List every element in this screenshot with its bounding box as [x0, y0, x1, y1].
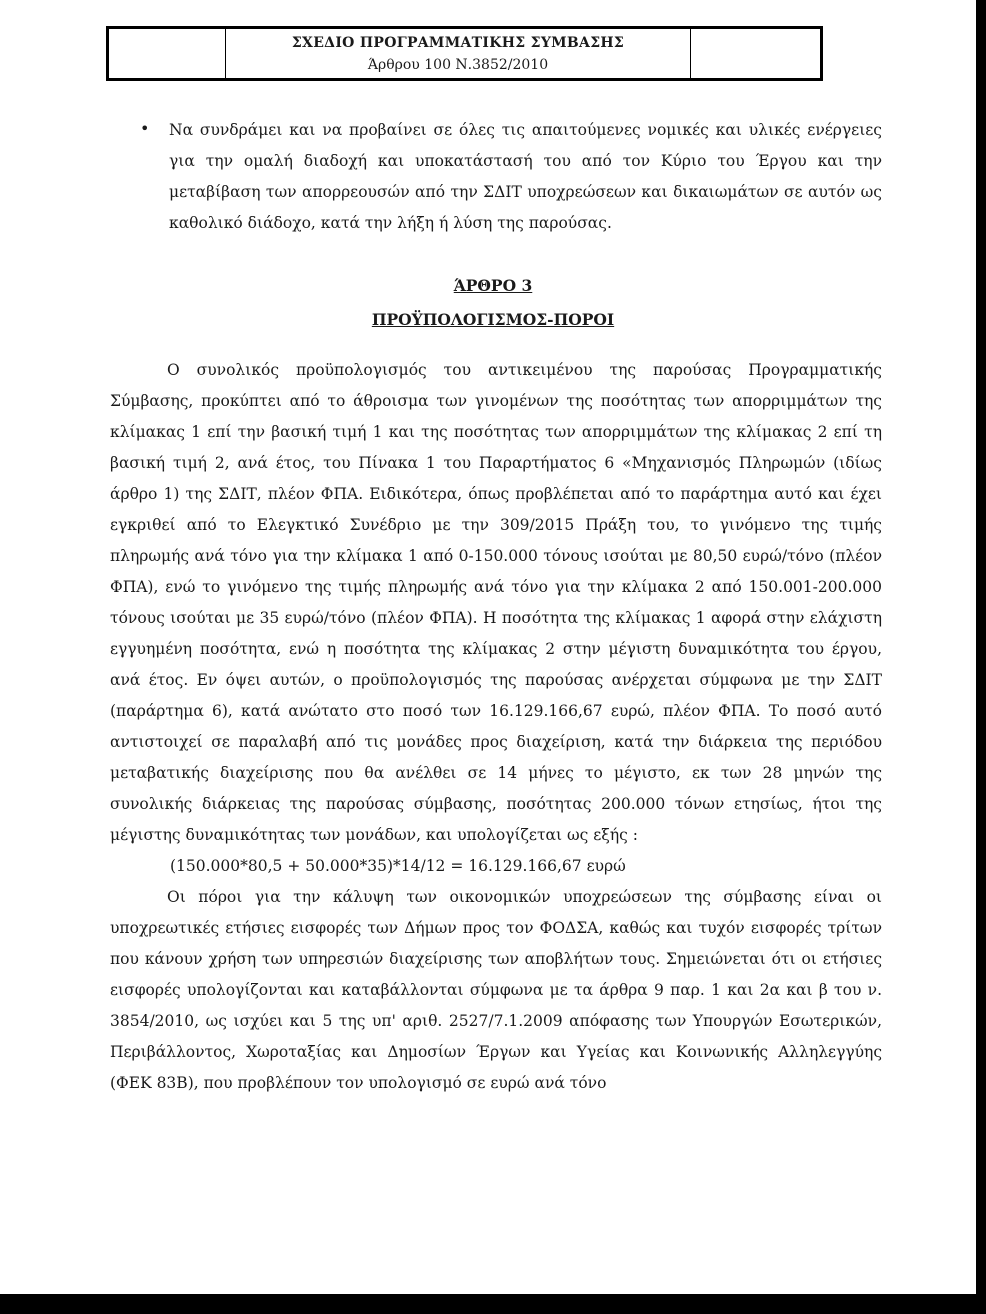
budget-paragraph: Ο συνολικός προϋπολογισμός του αντικειμένου της παρούσας Προγραμματικής Σύμβασης, προκύπτει από το άθροισμα των γινομένων της ποσότητας των απορριμμάτων της κλίμακας 1 επί την βασική τιμή 1 και της ποσότητας των απορριμμάτων της κλίμακας 2 επί τη βασική τιμή 2, ανά έτος, του Πίνακα 1 του Παραρτήματος 6 «Μηχανισμός Πληρωμών (ιδίως άρθρο 1) της ΣΔΙΤ, πλέον ΦΠΑ. Ειδικότερα, όπως προβλέπεται από το παράρτημα αυτό και έχει εγκριθεί από το Ελεγκτικό Συνέδριο με την 309/2015 Πράξη του, το γινόμενο της τιμής πληρωμής ανά τόνο για την κλίμακα 1 από 0-150.000 τόνους ισούται με 80,50 ευρώ/τόνο (πλέον ΦΠΑ), ενώ το γινόμενο της τιμής πληρωμής ανά τόνο για την κλίμακα 2 από 150.001-200.000 τόνους ισούται με 35 ευρώ/τόνο (πλέον ΦΠΑ). Η ποσότητα της κλίμακας 1 αφορά στην ελάχιστη εγγυημένη ποσότητα, ενώ η ποσότητα της κλίμακας 2 στην μέγιστη δυναμικότητα του έργου, ανά έτος. Εν όψει αυτών, ο προϋπολογισμός της παρούσας ανέρχεται σύμφωνα με την ΣΔΙΤ (παράρτημα 6), κατά ανώτατο στο ποσό των 16.129.166,67 ευρώ, πλέον ΦΠΑ. Το ποσό αυτό αντιστοιχεί σε παραλαβή από τις μονάδες προς διαχείριση, κατά την διάρκεια της περιόδου μεταβατικής διαχείρισης που θα ανέλθει σε 14 μήνες το μέγιστο, εκ των 28 μηνών της συνολικής διάρκειας της παρούσας σύμβασης, ποσότητας 200.000 τόνων ετησίως, ήτοι της μέγιστης δυναμικότητας των μονάδων, και υπολογίζεται ως εξής :	[110, 361, 882, 844]
header-cell-title	[226, 29, 691, 78]
article-title-heading: ΠΡΟΫΠΟΛΟΓΙΣΜΟΣ-ΠΟΡΟΙ	[371, 310, 615, 329]
header-subtitle: Άρθρου 100 Ν.3852/2010	[367, 56, 549, 73]
header-title: ΣΧΕΔΙΟ ΠΡΟΓΡΑΜΜΑΤΙΚΗΣ ΣΥΜΒΑΣΗΣ	[291, 34, 625, 51]
resources-paragraph: Οι πόροι για την κάλυψη των οικονομικών υποχρεώσεων της σύμβασης είναι οι υποχρεωτικές ετήσιες εισφορές των Δήμων προς τον ΦΟΔΣΑ, καθώς και τυχόν εισφορές τρίτων που κάνουν χρήση των υπηρεσιών διαχείρισης των αποβλήτων τους. Σημειώνεται ότι οι ετήσιες εισφορές υπολογίζονται και καταβάλλονται σύμφωνα με τα άρθρα 9 παρ. 1 και 2α και β του ν. 3854/2010, ως ισχύει και 5 της υπ' αριθ. 2527/7.1.2009 απόφασης των Υπουργών Εσωτερικών, Περιβάλλοντος, Χωροταξίας και Δημοσίων Έργων και Υγείας και Κοινωνικής Αλληλεγγύης (ΦΕΚ 83Β), που προβλέπουν τον υπολογισμό σε ευρώ ανά τόνο	[110, 888, 882, 1092]
header-table	[106, 26, 823, 81]
budget-formula: (150.000*80,5 + 50.000*35)*14/12 = 16.129.166,67 ευρώ	[170, 857, 626, 875]
bullet-text: Να συνδράμει και να προβαίνει σε όλες τις απαιτούμενες νομικές και υλικές ενέργειες για την ομαλή διαδοχή και υποκατάστασή του από τον Κύριο του Έργου και την μεταβίβαση των απορρεουσών από την ΣΔΙΤ υποχρεώσεων και δικαιωμάτων σε αυτόν ως καθολικό διάδοχο, κατά την λήξη ή λύση της παρούσας.	[169, 121, 882, 232]
article-body	[110, 355, 882, 1099]
header-cell-right	[691, 29, 820, 78]
article-number-heading: ΆΡΘΡΟ 3	[453, 276, 533, 295]
bullet-icon: •	[140, 119, 150, 138]
bullet-list-item	[140, 115, 882, 239]
header-cell-left	[109, 29, 226, 78]
